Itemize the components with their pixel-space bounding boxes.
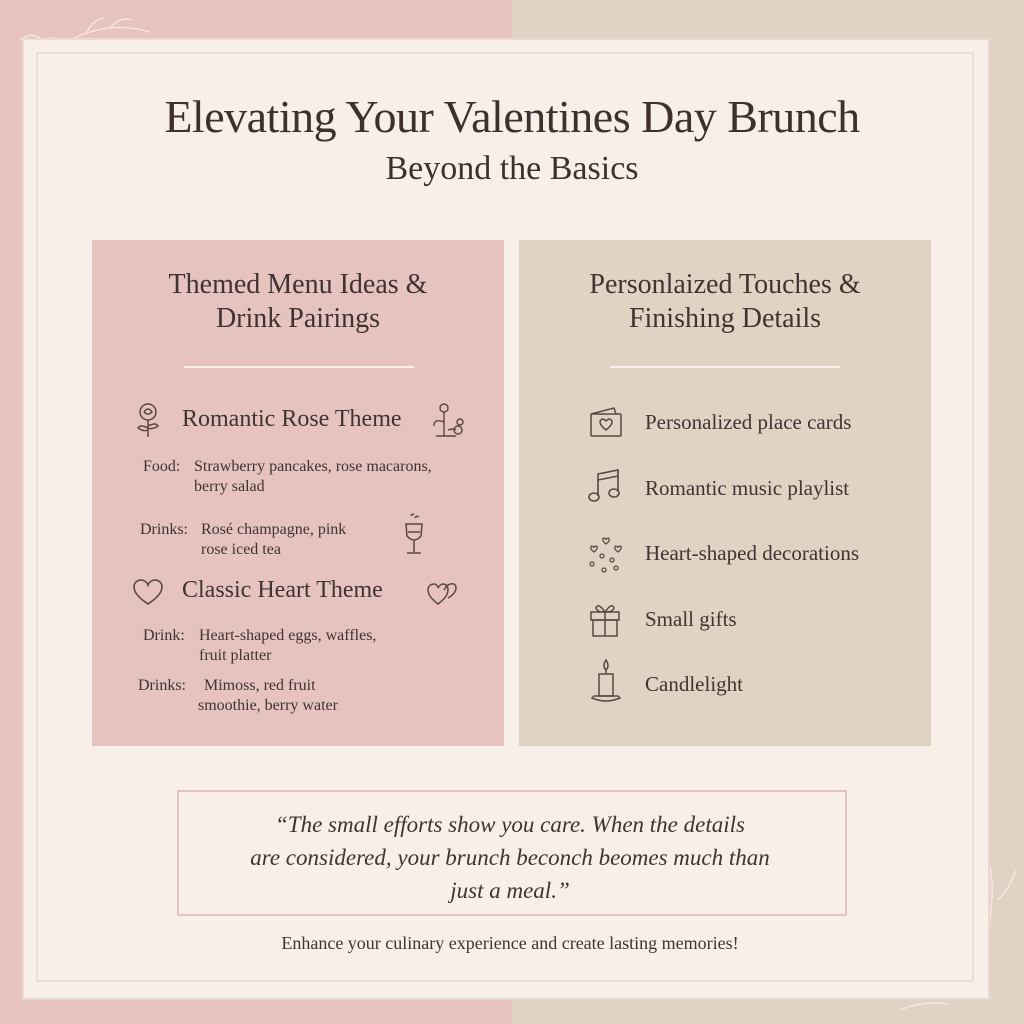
heart-food-label: Drink:	[143, 627, 185, 644]
heart-icon	[132, 578, 164, 606]
rose-drinks-line-2: rose iced tea	[201, 541, 281, 558]
finishing-details-title-line-1: Personlaized Touches &	[589, 269, 861, 300]
rose-drinks-label: Drinks:	[140, 521, 188, 538]
finishing-item-candlelight: Candlelight	[645, 672, 743, 696]
finishing-item-place-cards: Personalized place cards	[645, 410, 852, 434]
quote-line-3: just a meal.”	[450, 878, 570, 903]
heart-drinks-line-2: smoothie, berry water	[198, 697, 338, 714]
heart-theme-title: Classic Heart Theme	[182, 577, 383, 603]
finishing-item-music-playlist: Romantic music playlist	[645, 476, 850, 500]
menu-ideas-title-line-2: Drink Pairings	[215, 303, 381, 334]
rose-food-label: Food:	[143, 458, 181, 475]
footer-tagline: Enhance your culinary experience and create lasting memories!	[281, 933, 739, 953]
finishing-item-small-gifts: Small gifts	[645, 607, 737, 631]
page-subtitle: Beyond the Basics	[385, 150, 639, 187]
finishing-details-divider	[610, 366, 840, 368]
gift-icon	[588, 600, 622, 638]
heart-drinks-label: Drinks:	[138, 677, 186, 694]
quote-line-2: are considered, your brunch beconch beomes much than	[250, 845, 770, 870]
menu-ideas-title	[92, 268, 504, 336]
heart-food-line-1: Heart-shaped eggs, waffles,	[199, 627, 377, 644]
flowers-icon	[432, 400, 468, 440]
finishing-item-heart-decorations: Heart-shaped decorations	[645, 541, 859, 565]
rose-drinks-line-1: Rosé champagne, pink	[201, 521, 347, 538]
quote-text	[205, 808, 815, 907]
menu-ideas-title-line-1: Themed Menu Ideas &	[168, 269, 428, 300]
double-heart-icon	[426, 578, 458, 608]
page-title: Elevating Your Valentines Day Brunch	[164, 91, 860, 142]
menu-ideas-divider	[184, 366, 414, 368]
rose-food-line-1: Strawberry pancakes, rose macarons,	[194, 458, 432, 475]
quote-line-1: “The small efforts show you care. When the details	[275, 812, 745, 837]
rose-theme-title: Romantic Rose Theme	[182, 406, 402, 432]
heart-drinks-line-1: Mimoss, red fruit	[204, 677, 316, 694]
finishing-details-title	[519, 268, 931, 336]
hearts-icon	[586, 534, 626, 576]
music-note-icon	[588, 468, 622, 504]
wine-glass-icon	[400, 512, 428, 556]
finishing-details-title-line-2: Finishing Details	[628, 303, 822, 334]
candle-icon	[590, 658, 622, 704]
rose-food-line-2: berry salad	[194, 478, 265, 495]
rose-icon	[134, 402, 162, 438]
card-icon	[588, 406, 624, 438]
heart-food-line-2: fruit platter	[199, 647, 272, 664]
